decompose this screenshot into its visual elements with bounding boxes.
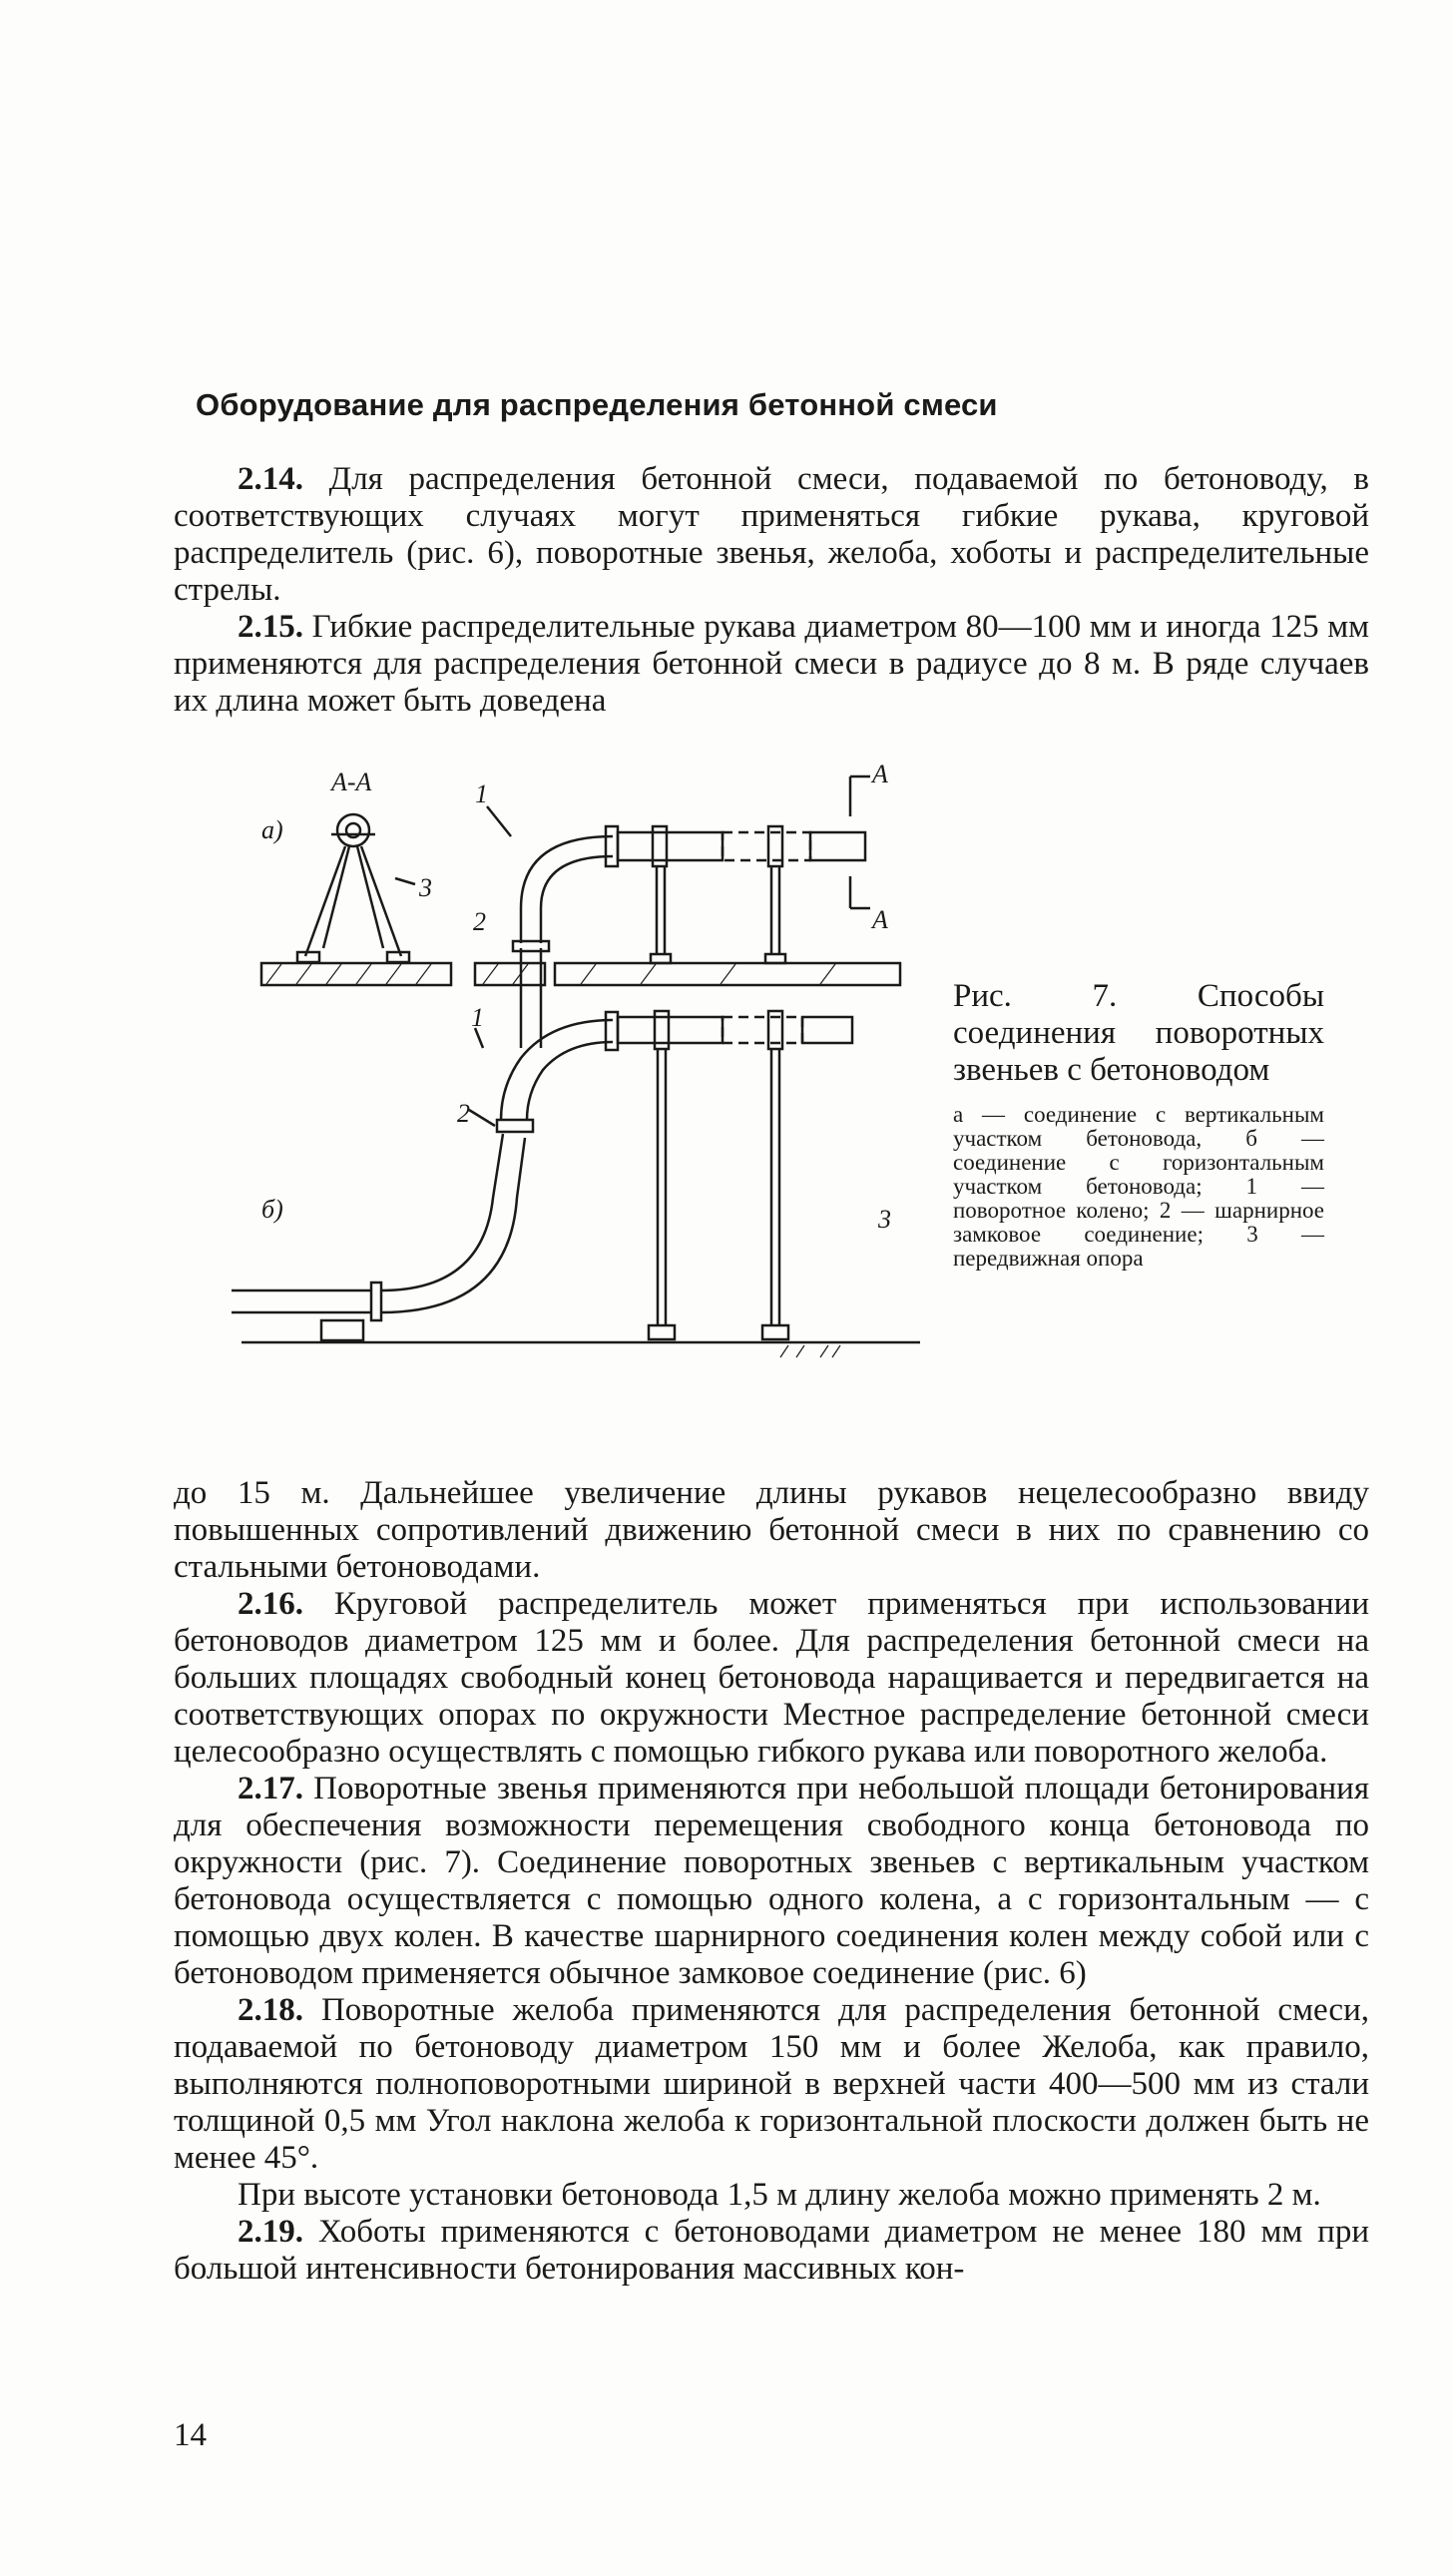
flange-b-upper	[606, 1012, 618, 1050]
figure-7-drawing	[222, 759, 920, 1417]
paragraph-number: 2.18.	[238, 1992, 303, 2028]
paragraph-text: Поворотные звенья применяются при небольшой площади бетонирования для обеспечения возможности перемещения свободного конца бетоновода по окружности (рис. 7). Соединение поворотных звеньев с вертикальным участком бетоновода осуществляется с помощью одного колена, а с горизонтальным — с помощью двух колен. В качестве шарнирного соединения колен между собой или с бетоноводом применяется обычное замковое соединение (рис. 6)	[174, 1771, 1369, 1991]
pipe-segment-1	[618, 832, 723, 860]
leader-3	[395, 878, 415, 884]
lower-elbow-outer	[381, 1134, 503, 1290]
hinge-joint-b	[497, 1120, 533, 1132]
section-mark-top: А	[872, 760, 888, 788]
paragraph-2-19	[174, 2214, 1369, 2288]
paragraph-2-14	[174, 461, 1369, 609]
support-base-b1	[649, 1325, 675, 1339]
support-foot-right	[387, 952, 409, 962]
pipe-saddle	[321, 1320, 363, 1340]
leader-1-a	[487, 806, 511, 836]
support-base-2	[765, 954, 785, 963]
paragraph-text: Для распределения бетонной смеси, подаваемой по бетоноводу, в соответствующих случаях могут применяться гибкие рукава, круговой распределитель (рис. 6), поворотные звенья, желоба, хоботы и распределительные стрелы.	[174, 461, 1369, 608]
hinge-joint-riser	[513, 941, 549, 951]
paragraph-text: Поворотные желоба применяются для распределения бетонной смеси, подаваемой по бетоноводу диаметром 150 мм и более Желоба, как правило, выполняются полноповоротными шириной в верхней части 400—500 мм из стали толщиной 0,5 мм Угол наклона желоба к горизонтальной плоскости должен быть не менее 45°.	[174, 1992, 1369, 2176]
paragraph-text: Круговой распределитель может применяться при использовании бетоноводов диаметром 125 мм и более. Для распределения бетонной смеси на больших площадях свободный конец бетоновода наращивается и передвигается на соответствующих опорах по окружности Местное распределение бетонной смеси целесообразно осуществлять с помощью гибкого рукава или поворотного желоба.	[174, 1586, 1369, 1770]
page-number: 14	[174, 2417, 207, 2453]
support-foot-left	[297, 952, 319, 962]
paragraph-text: Хоботы применяются с бетоноводами диаметром не менее 180 мм при большой интенсивности бетонирования массивных кон-	[174, 2214, 1369, 2287]
support-base-b2	[762, 1325, 788, 1339]
paragraph-2-17	[174, 1771, 1369, 1992]
elbow-flange	[606, 826, 618, 866]
paragraph-2-16	[174, 1586, 1369, 1771]
elbow-inner	[541, 856, 613, 943]
text-block-bottom	[174, 1475, 1369, 2288]
callout-1-b: 1	[471, 1003, 484, 1032]
callout-2-b: 2	[457, 1099, 470, 1128]
pipe-segment-b2	[723, 1017, 802, 1043]
caption-title: Рис. 7. Способы соединения поворотных звеньев с бетоноводом	[953, 978, 1324, 1088]
paragraph-number: 2.14.	[238, 461, 303, 497]
label-b: б)	[261, 1195, 283, 1224]
upper-elbow-inner	[527, 1042, 613, 1120]
pipe-segment-b3	[802, 1017, 852, 1043]
paragraph-2-18-note	[174, 2177, 1369, 2214]
leader-2-b	[469, 1110, 495, 1126]
paragraph-number: 2.16.	[238, 1586, 303, 1622]
elbow-outer	[521, 836, 613, 943]
flange-b-lower	[371, 1283, 381, 1320]
section-heading: Оборудование для распределения бетонной смеси	[196, 387, 998, 422]
pipe-segment-3	[810, 832, 865, 860]
label-a: а)	[261, 815, 283, 844]
figure-caption	[953, 978, 1324, 1271]
floor-slab-a	[261, 963, 451, 985]
lower-elbow-inner	[381, 1138, 525, 1312]
callout-3: 3	[419, 873, 432, 902]
paragraph-number: 2.19.	[238, 2214, 303, 2250]
callout-1-a: 1	[475, 779, 488, 808]
support-base-1	[651, 954, 671, 963]
pipe-segment-2	[723, 832, 810, 860]
paragraph-2-18	[174, 1992, 1369, 2177]
upper-elbow-outer	[501, 1020, 613, 1120]
text-block-top	[174, 461, 1369, 720]
paragraph-number: 2.17.	[238, 1771, 303, 1806]
caption-legend: а — соединение с вертикальным участком бетоновода, б — соединение с горизонтальным участком бетоновода; 1 — поворотное колено; 2 — шарнирное замковое соединение; 3 — передвижная опора	[953, 1102, 1324, 1271]
callout-3-b: 3	[878, 1205, 891, 1234]
section-pipe-circle	[337, 814, 369, 846]
pipe-segment-b1	[618, 1017, 723, 1043]
callout-2-a: 2	[473, 907, 486, 936]
paragraph-text: Гибкие распределительные рукава диаметром 80—100 мм и иногда 125 мм применяются для распределения бетонной смеси в радиусе до 8 м. В ряде случаев их длина может быть доведена	[174, 609, 1369, 719]
paragraph-number: 2.15.	[238, 609, 303, 645]
paragraph-text: При высоте установки бетоновода 1,5 м длину желоба можно применять 2 м.	[238, 2177, 1321, 2213]
paragraph-continuation: до 15 м. Дальнейшее увеличение длины рукавов нецелесообразно ввиду повышенных сопротивлений движению бетонной смеси в них по сравнению со стальными бетоноводами.	[174, 1475, 1369, 1585]
floor-slab-left	[475, 963, 545, 985]
section-mark-bottom: А	[872, 905, 888, 934]
paragraph-2-15	[174, 609, 1369, 720]
section-label: А-А	[331, 768, 372, 796]
